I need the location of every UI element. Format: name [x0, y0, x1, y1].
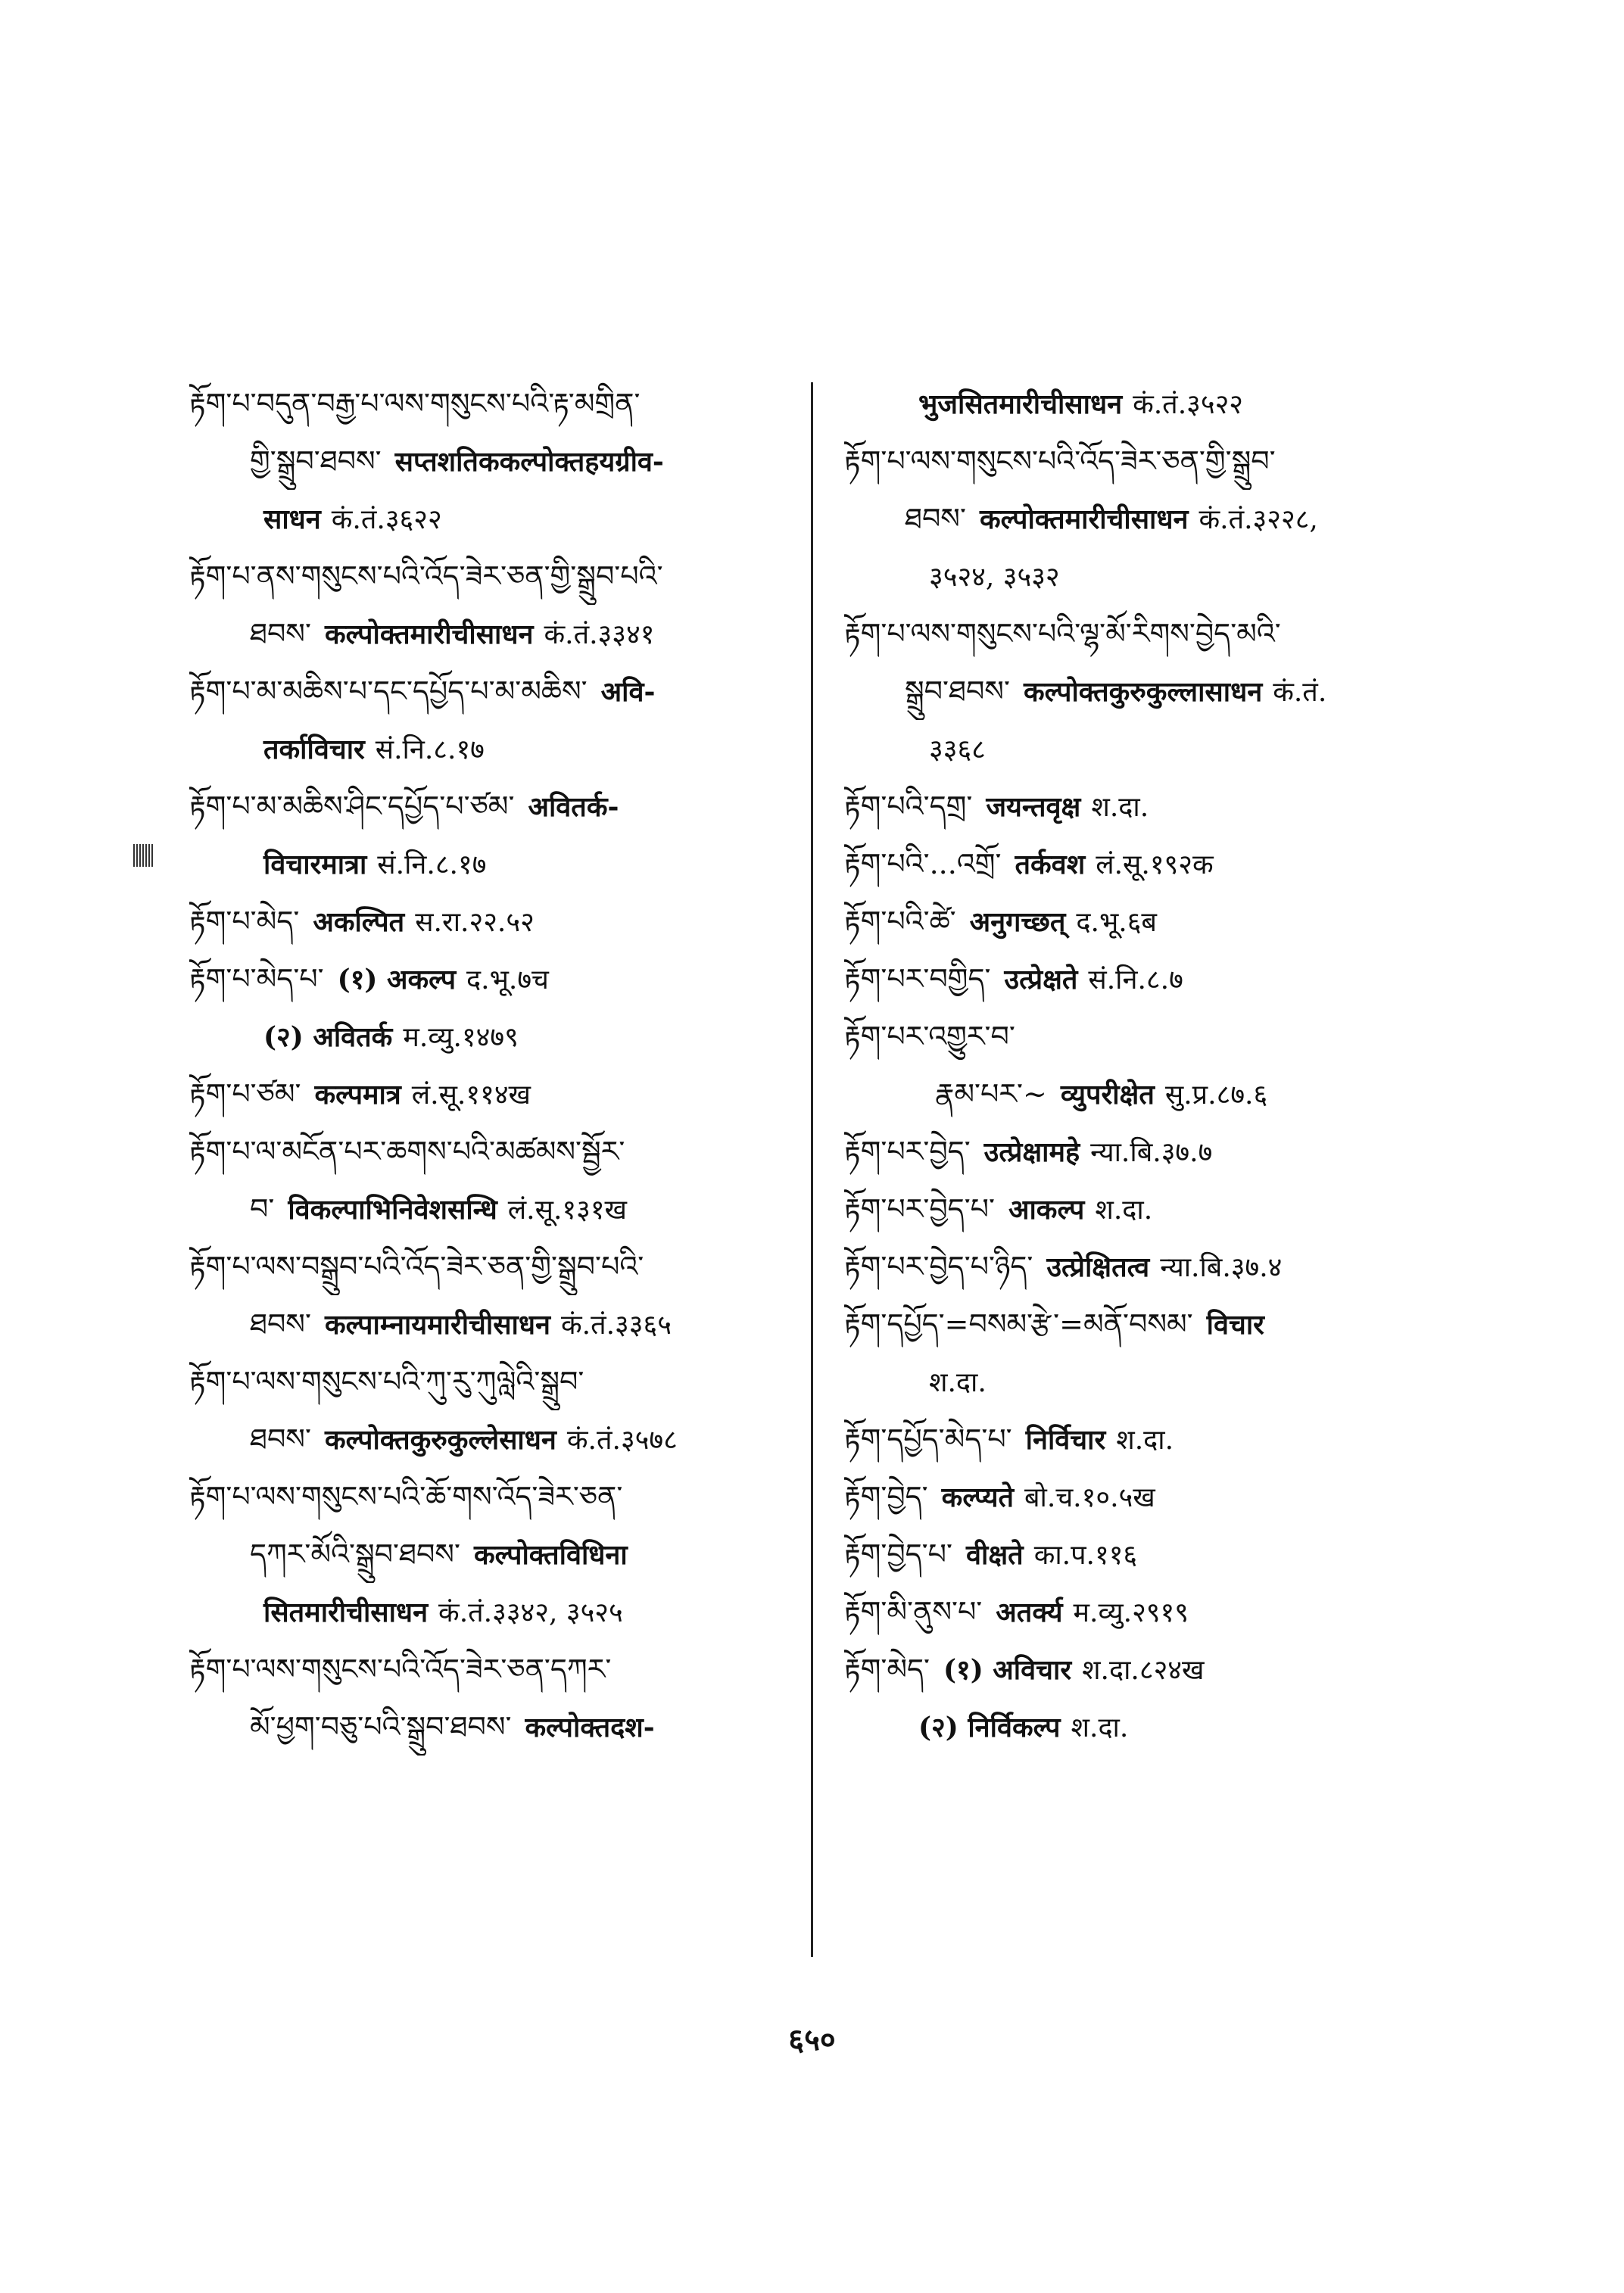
tibetan-term: རྟོག་པ་ལས་གསུངས་པའི་ཆོ་གས་འོད་ཟེར་ཅན་: [189, 1480, 623, 1513]
tibetan-term: རྟོག་པ་ནས་གསུངས་པའི་འོད་ཟེར་ཅན་གྱི་སྒྲུབ་པའི་: [189, 559, 663, 593]
source-reference: सं.नि.८.१७: [377, 849, 487, 880]
sanskrit-equivalent: अवि-: [600, 676, 656, 708]
sanskrit-equivalent: कल्पोक्तकुरुकुल्लासाधन: [1023, 676, 1263, 708]
entry-line: [844, 777, 1450, 835]
entry-line: [189, 1698, 795, 1756]
entry-line: [189, 1410, 795, 1468]
tibetan-term: རྟོག་པ་བདུན་བརྒྱ་པ་ལས་གསུངས་པའི་རྟ་མགྲིན་: [189, 387, 641, 420]
sanskrit-equivalent: तर्काविचार: [263, 734, 365, 765]
tibetan-term: རྟོག་པ་ལས་གསུངས་པའི་ལྷ་མོ་རིགས་བྱེད་མའི་: [844, 617, 1281, 650]
sanskrit-equivalent: (१) अकल्प: [337, 964, 457, 995]
source-reference: श.दा.: [929, 1367, 987, 1398]
sanskrit-equivalent: उत्प्रेक्षते: [1004, 964, 1078, 995]
tibetan-term: རྟོག་པར་བྱེད་: [844, 1135, 971, 1168]
sanskrit-equivalent: विकल्पाभिनिवेशसन्धि: [288, 1194, 497, 1226]
source-reference: न्या.बि.३७.४: [1160, 1252, 1283, 1283]
tibetan-term: རྣམ་པར་~: [935, 1077, 1047, 1111]
sanskrit-equivalent: विचारमात्रा: [263, 849, 367, 880]
tibetan-term: རྟོག་པ་ལས་གསུངས་པའི་ཀུ་རུ་ཀུལླེའི་སྒྲུབ་: [189, 1365, 584, 1398]
entry-line: [189, 893, 795, 950]
entry-line: [844, 835, 1450, 893]
source-reference: बो.च.१०.५ख: [1024, 1482, 1155, 1513]
sanskrit-equivalent: कल्पोक्तमारीचीसाधन: [324, 618, 534, 650]
tibetan-term: རྟོག་པར་འགྱུར་བ་: [844, 1020, 1015, 1053]
sanskrit-equivalent: कल्पोक्तकुरुकुल्लेसाधन: [324, 1424, 556, 1456]
entry-line: [844, 1525, 1450, 1583]
source-reference: श.दा.: [1095, 1195, 1153, 1226]
entry-line: [189, 662, 795, 720]
tibetan-term: རྟོག་པའི་ཚེ་: [844, 905, 956, 938]
entry-line: [844, 720, 1450, 777]
source-reference: कं.तं.: [1273, 677, 1327, 708]
source-reference: कं.तं.३५२२: [1133, 389, 1244, 420]
sanskrit-equivalent: अवितर्क-: [528, 791, 619, 823]
tibetan-term: ཐབས་: [250, 1422, 311, 1456]
source-reference: श.दा.: [1116, 1425, 1174, 1456]
entry-line: [189, 547, 795, 605]
sanskrit-equivalent: कल्पाम्नायमारीचीसाधन: [324, 1309, 550, 1341]
sanskrit-equivalent: जयन्तवृक्ष: [986, 791, 1081, 823]
source-reference: सं.नि.८.१७: [375, 734, 485, 765]
entry-line: [844, 950, 1450, 1008]
tibetan-term: རྟོག་མི་ནུས་པ་: [844, 1595, 983, 1628]
entry-line: [189, 605, 795, 662]
sanskrit-equivalent: उत्प्रेक्षितत्व: [1046, 1251, 1150, 1283]
entry-line: [844, 662, 1450, 720]
source-reference: ३३६८: [929, 734, 986, 765]
entry-line: [189, 835, 795, 893]
tibetan-term: རྟོག་མེད་: [844, 1653, 930, 1686]
tibetan-term: རྟོག་བྱེད་: [844, 1480, 928, 1513]
entry-line: [189, 1525, 795, 1583]
entry-line: [844, 1583, 1450, 1640]
source-reference: श.दा.८२४ख: [1082, 1655, 1205, 1686]
entry-line: [189, 1583, 795, 1640]
entry-line: [189, 1065, 795, 1123]
sanskrit-equivalent: उत्प्रेक्षामहे: [983, 1136, 1080, 1168]
entry-line: [189, 432, 795, 490]
sanskrit-equivalent: व्युपरीक्षेत: [1060, 1079, 1155, 1111]
entry-line: [844, 1123, 1450, 1180]
source-reference: कं.तं.३२२८,: [1199, 504, 1318, 535]
entry-line: [844, 893, 1450, 950]
source-reference: लं.सू.१३१ख: [507, 1195, 628, 1226]
source-reference: कं.तं.३३४२, ३५२५: [438, 1597, 623, 1628]
source-reference: लं.सू.११४ख: [411, 1080, 531, 1111]
source-reference: का.प.११६: [1033, 1540, 1138, 1571]
tibetan-term: རྟོག་པར་བྱེད་པ་: [844, 1192, 996, 1226]
source-reference: द.भू.६ब: [1076, 907, 1157, 938]
tibetan-term: ཐབས་: [250, 1307, 311, 1341]
tibetan-term: རྟོག་པ་མ་མཆིས་ཤིང་དཔྱོད་པ་ཙམ་: [189, 790, 515, 823]
entry-line: [189, 1180, 795, 1238]
sanskrit-equivalent: वीक्षते: [966, 1539, 1024, 1571]
entry-line: [189, 777, 795, 835]
tibetan-term: རྟོག་པར་བགྱིད་: [844, 962, 991, 995]
source-reference: द.भू.७च: [466, 964, 549, 995]
tibetan-term: རྟོག་པ་ལས་གསུངས་པའི་འོད་ཟེར་ཅན་དཀར་: [189, 1653, 612, 1686]
entry-line: [189, 1123, 795, 1180]
tibetan-term: རྟོག་པ་ཙམ་: [189, 1077, 301, 1111]
entry-line: [844, 605, 1450, 662]
source-reference: कं.तं.३५७८: [566, 1425, 678, 1456]
sanskrit-equivalent: विचार: [1206, 1309, 1264, 1341]
source-reference: स.रा.२२.५२: [415, 907, 535, 938]
entry-line: [844, 1698, 1450, 1756]
tibetan-term: རྟོག་པའི་...འགྲོ་: [844, 847, 1002, 880]
tibetan-term: ཐབས་: [250, 617, 311, 650]
entry-line: [189, 950, 795, 1008]
entry-line: [189, 720, 795, 777]
tibetan-term: རྟོག་པ་ལ་མངོན་པར་ཆགས་པའི་མཚམས་སྦྱོར་: [189, 1135, 625, 1168]
tibetan-term: སྒྲུབ་ཐབས་: [905, 675, 1010, 708]
sanskrit-equivalent: कल्प्यते: [941, 1481, 1014, 1513]
sanskrit-equivalent: अतर्क्य: [996, 1597, 1063, 1628]
entry-line: [189, 375, 795, 432]
sanskrit-equivalent: अकल्पित: [313, 906, 405, 938]
source-reference: श.दा.: [1091, 792, 1149, 823]
tibetan-term: རྟོག་པ་ལས་གསུངས་པའི་འོད་ཟེར་ཅན་གྱི་སྒྲུབ་: [844, 444, 1276, 478]
source-reference: लं.सू.१९२क: [1096, 849, 1214, 880]
sanskrit-equivalent: कल्पोक्तदश-: [525, 1712, 655, 1743]
tibetan-term: རྟོག་པར་བྱེད་པ་ཉིད་: [844, 1250, 1033, 1283]
tibetan-term: རྟོག་པ་མ་མཆིས་པ་དང་དཔྱོད་པ་མ་མཆིས་: [189, 675, 588, 708]
entry-line: [844, 1295, 1450, 1353]
entry-line: [844, 1640, 1450, 1698]
tibetan-term: རྟོག་པ་མེད་: [189, 905, 300, 938]
tibetan-term: རྟོག་བྱེད་པ་: [844, 1537, 952, 1571]
tibetan-term: བ་: [250, 1192, 275, 1226]
source-reference: कं.तं.३६२२: [331, 504, 442, 535]
source-reference: ३५२४, ३५३२: [929, 562, 1060, 593]
entry-line: [189, 1353, 795, 1410]
tibetan-term: ཐབས་: [905, 502, 966, 535]
margin-mark: [133, 844, 154, 867]
entry-line: [189, 1008, 795, 1065]
entry-line: [844, 1468, 1450, 1525]
tibetan-term: དཀར་མོའི་སྒྲུབ་ཐབས་: [250, 1537, 460, 1571]
sanskrit-equivalent: भुजसितमारीचीसाधन: [918, 388, 1123, 420]
right-column: [844, 375, 1450, 1756]
tibetan-term: རྟོག་དཔྱོད་=བསམ་རྩེ་=མནོ་བསམ་: [844, 1307, 1193, 1341]
sanskrit-equivalent: सप्तशतिककल्पोक्तहयग्रीव-: [394, 446, 664, 478]
entry-line: [189, 490, 795, 547]
source-reference: कं.तं.३३४१: [544, 619, 655, 650]
entry-line: [844, 1180, 1450, 1238]
tibetan-term: རྟོག་པའི་དགྲ་: [844, 790, 973, 823]
sanskrit-equivalent: सितमारीचीसाधन: [263, 1597, 429, 1628]
sanskrit-equivalent: (२) अवितर्क: [263, 1021, 393, 1053]
entry-line: [844, 490, 1450, 547]
sanskrit-equivalent: (१) अविचार: [943, 1654, 1072, 1686]
sanskrit-equivalent: साधन: [263, 503, 321, 535]
entry-line: [844, 1238, 1450, 1295]
sanskrit-equivalent: कल्पोक्तविधिना: [473, 1539, 628, 1571]
source-reference: म.व्यु.१४७९: [403, 1022, 519, 1053]
entry-line: [844, 375, 1450, 432]
sanskrit-equivalent: तर्कवश: [1015, 849, 1086, 880]
entry-line: [844, 1410, 1450, 1468]
entry-line: [189, 1640, 795, 1698]
sanskrit-equivalent: कल्पोक्तमारीचीसाधन: [979, 503, 1189, 535]
sanskrit-equivalent: अनुगच्छत्: [969, 906, 1066, 938]
sanskrit-equivalent: आकल्प: [1008, 1194, 1085, 1226]
entry-line: [189, 1295, 795, 1353]
entry-line: [844, 432, 1450, 490]
entry-line: [844, 1353, 1450, 1410]
sanskrit-equivalent: (२) निर्विकल्प: [918, 1712, 1061, 1743]
sanskrit-equivalent: कल्पमात्र: [314, 1079, 401, 1111]
source-reference: सं.नि.८.७: [1088, 964, 1183, 995]
entry-line: [844, 1065, 1450, 1123]
source-reference: न्या.बि.३७.७: [1090, 1137, 1213, 1168]
entry-line: [189, 1238, 795, 1295]
source-reference: कं.तं.३३६५: [561, 1310, 672, 1341]
sanskrit-equivalent: निर्विचार: [1025, 1424, 1106, 1456]
page-number: ६५०: [788, 2022, 836, 2058]
source-reference: श.दा.: [1071, 1712, 1129, 1743]
left-column: [189, 375, 795, 1756]
entry-line: [189, 1468, 795, 1525]
tibetan-term: རྟོག་དཔྱོད་མེད་པ་: [844, 1422, 1012, 1456]
source-reference: म.व्यु.२९१९: [1073, 1597, 1189, 1628]
tibetan-term: གྱི་སྒྲུབ་ཐབས་: [250, 444, 382, 478]
tibetan-term: རྟོག་པ་མེད་པ་: [189, 962, 324, 995]
tibetan-term: རྟོག་པ་ལས་བསྒྲུབ་པའི་འོད་ཟེར་ཅན་གྱི་སྒྲུབ་པའི་: [189, 1250, 644, 1283]
entry-line: [844, 1008, 1450, 1065]
tibetan-term: མོ་ཕྱག་བཅུ་པའི་སྒྲུབ་ཐབས་: [250, 1710, 512, 1743]
source-reference: सु.प्र.८७.६: [1164, 1080, 1268, 1111]
column-divider: [811, 382, 813, 1957]
entry-line: [844, 547, 1450, 605]
